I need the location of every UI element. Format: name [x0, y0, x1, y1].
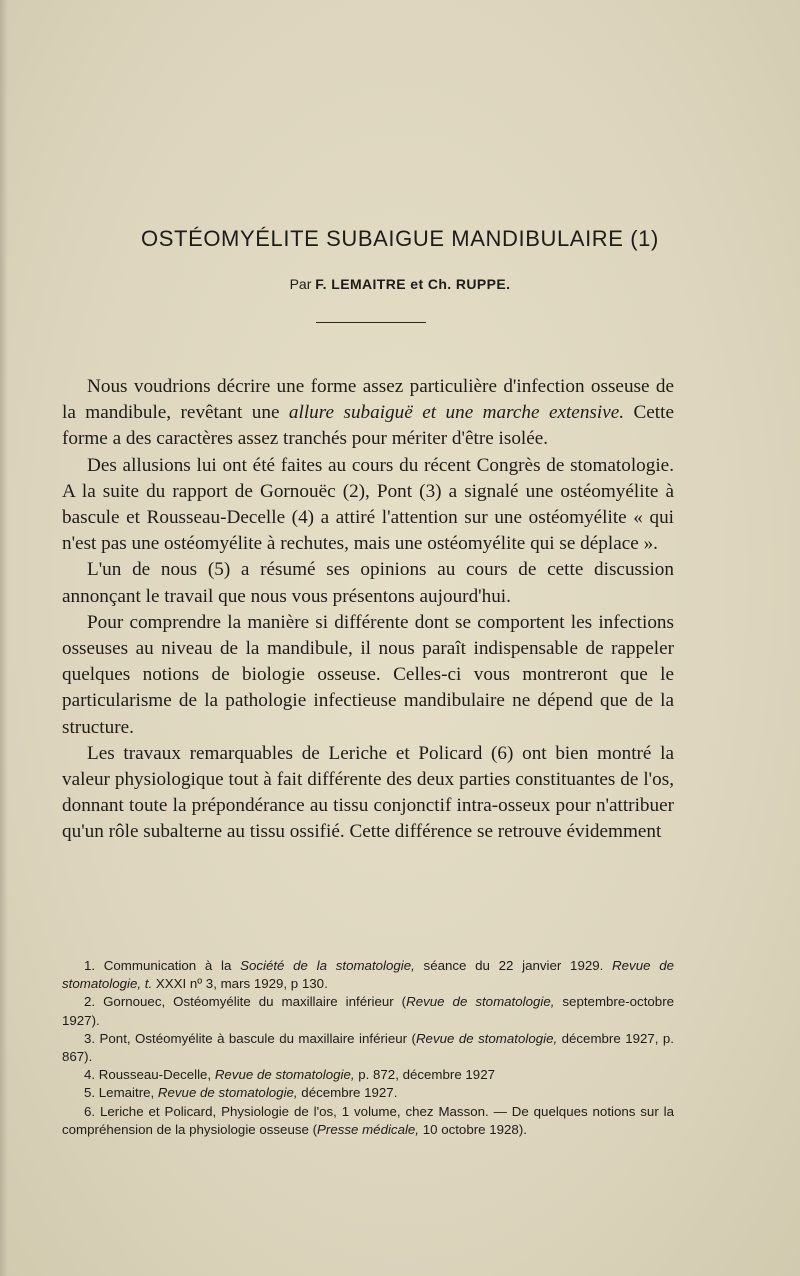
paragraph-text: Nous voudrions décrire une forme assez particulière d'infection osseuse de la mandibule, revêtant une [62, 376, 674, 424]
footnote-text: septembre-octobre 1927). [62, 994, 675, 1028]
footnote [62, 957, 674, 993]
footnote-text: 6. Leriche et Policard, Physiologie de l'os, 1 volume, chez Masson. — De quelques notions sur la compréhension de la physiologie osseuse ( [62, 1103, 674, 1137]
footnote-text: séance du 22 janvier 1929. [414, 958, 613, 973]
footnote-text: décembre 1927, p. 867). [62, 1030, 675, 1065]
byline-authors: F. LEMAITRE et Ch. RUPPE. [315, 276, 511, 292]
paragraph-text: Des allusions lui ont été faites au cours du récent Congrès de stomatologie. A la suite du rapport de Gornouëc (2), Pont (3) a signalé une ostéomyélite à bascule et Rousseau-Decelle (4) a attiré l'attention sur une ostéomyélite « qui n'est pas une ostéomyélite à rechutes, mais une ostéomyélite qui se déplace ». [62, 454, 674, 555]
article-title: OSTÉOMYÉLITE SUBAIGUE MANDIBULAIRE (1) [141, 226, 659, 251]
footnote-italic-text: Revue de stomatologie, [406, 994, 555, 1010]
footnote-text: décembre 1927. [297, 1085, 398, 1101]
article-body [62, 374, 674, 846]
footnote-text: 1. Communication à la [84, 958, 241, 973]
paragraph-text: Pour comprendre la manière si différente dont se comportent les infections osseuses au niveau de la mandibule, il nous paraît indispensable de rappeler quelques notions de biologie osseuse. Celles-ci vous montreront que le particularisme de la pathologie infectieuse mandibulaire ne dépend que de la structure. [62, 611, 674, 738]
byline-prefix: Par [289, 276, 312, 292]
body-paragraph [62, 453, 674, 558]
footnote-text: p. 872, décembre 1927 [354, 1067, 495, 1083]
footnote-text: 4. Rousseau-Decelle, [84, 1067, 215, 1083]
article-byline [0, 276, 800, 292]
footnote-text: 5. Lemaitre, [84, 1085, 158, 1101]
footnote-italic-text: Revue de stomatologie, t. [62, 958, 674, 992]
body-paragraph [62, 741, 674, 846]
footnote [62, 1084, 674, 1102]
paragraph-text: L'un de nous (5) a résumé ses opinions au cours de cette discussion annonçant le travail que nous vous présentons aujourd'hui. [62, 559, 674, 607]
page-binding-shadow [0, 0, 8, 1276]
footnote-italic-text: Presse médicale, [317, 1121, 420, 1137]
paragraph-text: Les travaux remarquables de Leriche et Policard (6) ont bien montré la valeur physiologique tout à fait différente des deux parties constituantes de l'os, donnant toute la prépondérance au tissu conjonctif intra-osseux pour n'attribuer qu'un rôle subalterne au tissu ossifié. Cette différence se retrouve évidemment [62, 742, 674, 843]
footnote-italic-text: Revue de stomatologie, [157, 1085, 298, 1101]
footnote [62, 1066, 674, 1084]
paragraph-text: Cette forme a des caractères assez tranchés pour mériter d'être isolée. [62, 402, 674, 450]
footnote [62, 1030, 674, 1066]
footnote-text: 3. Pont, Ostéomyélite à bascule du maxillaire inférieur ( [84, 1030, 416, 1046]
body-paragraph [62, 374, 674, 453]
footnotes [62, 957, 674, 1139]
footnote-text: 2. Gornouec, Ostéomyélite du maxillaire inférieur ( [84, 994, 407, 1010]
footnote [62, 1103, 674, 1139]
footnote-italic-text: Revue de stomatologie, [214, 1067, 355, 1083]
footnote-text: XXXI nº 3, mars 1929, p 130. [152, 976, 328, 992]
footnote-text: 10 octobre 1928). [419, 1121, 527, 1137]
footnote-italic-text: Société de la stomatologie, [240, 958, 415, 973]
body-paragraph [62, 610, 674, 741]
footnote [62, 993, 674, 1029]
paragraph-italic-text: allure subaiguë et une marche extensive. [288, 402, 625, 424]
title-separator-rule [316, 322, 426, 323]
body-paragraph [62, 557, 674, 609]
footnote-italic-text: Revue de stomatologie, [415, 1030, 558, 1046]
